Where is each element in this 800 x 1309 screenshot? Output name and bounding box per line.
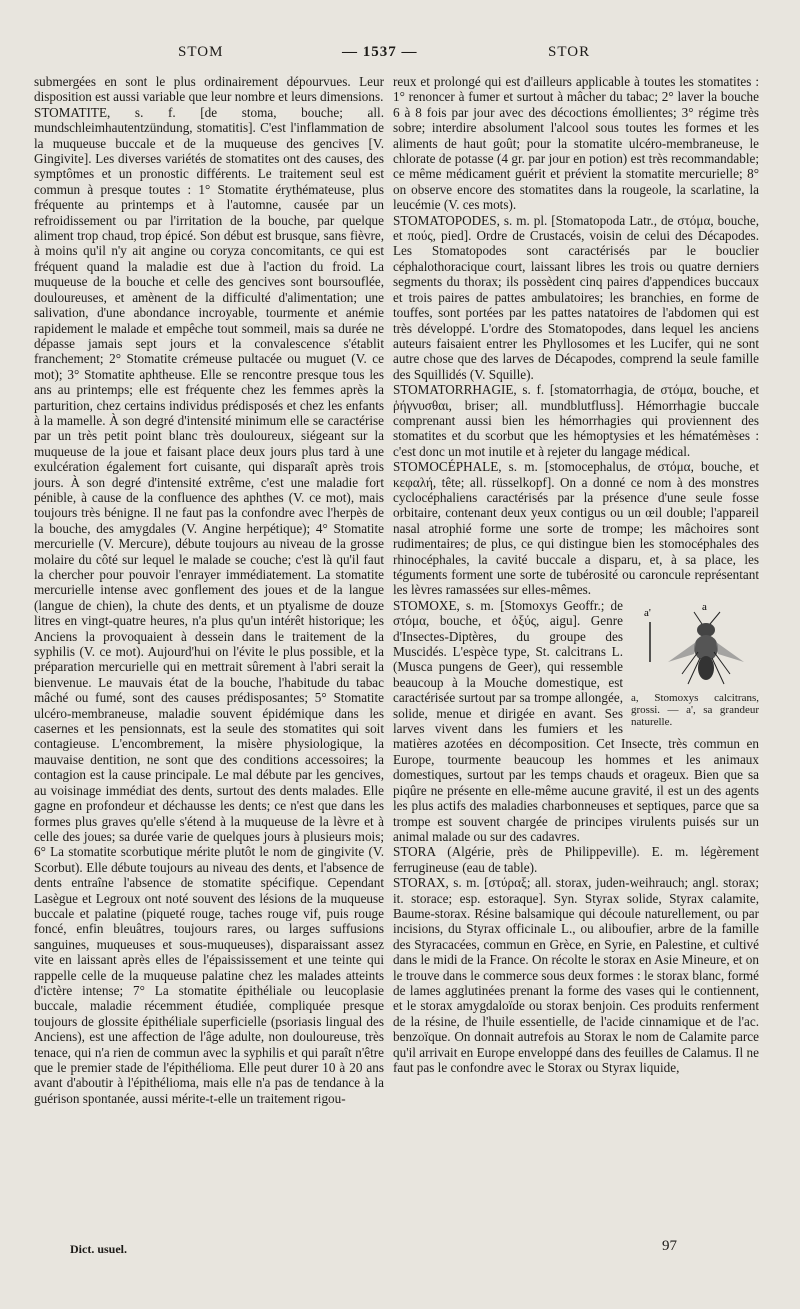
running-head-left: STOM — [178, 44, 224, 60]
stomoxys-figure — [631, 602, 759, 728]
running-head-right: STOR — [548, 44, 591, 60]
label-a-prime: a' — [644, 606, 651, 619]
entry-stomatopodes: STOMATOPODES, s. m. pl. [Stomatopoda Latr., de στόμα, bouche, et πούς, pied]. Ordre de Crustacés, voisin de celui des Décapodes. Les Stomatopodes sont caractérisés par le bouclier céphalothoracique court, laissant libres les trois ou quatre derniers segments du thorax; ils possèdent cinq paires d'appendices buccaux et trois paires de pattes ambulatoires; les branchies, en forme de touffes, sont portées par les pattes natatoires de l'abdomen qui est très développé. L'ordre des Stomatopodes, dans lequel les anciens auteurs faisaient entrer les Phyllosomes et les Lucifer, qui ne sont autre chose que des larves de Décapodes, comprend la seule famille des Squillidés (V. Squille). — [393, 212, 759, 382]
right-column — [393, 74, 759, 1075]
paragraph-continuation: submergées en sont le plus ordinairement dépourvues. Leur disposition est aussi variable que leur nombre et leurs dimensions. — [34, 74, 384, 105]
footer-title: Dict. usuel. — [70, 1242, 127, 1256]
page-number: — 1537 — — [342, 44, 418, 60]
entry-stomatorrhagie: STOMATORRHAGIE, s. f. [stomatorrhagia, de στόμα, bouche, et ῥήγνυσθαι, briser; all. mundblutfluss]. Hémorrhagie buccale comprenant aussi bien les hémorrhagies qui proviennent des stomatites et du scorbut que les hémoptysies et les hématémèses : c'est donc un mot inutile et à rejeter du langage médical. — [393, 382, 759, 459]
entry-stomocephale: STOMOCÉPHALE, s. m. [stomocephalus, de στόμα, bouche, et κεφαλή, tête; all. rüsselkopf]. On a donné ce nom à des monstres cyclocéphaliens caractérisés par la présence d'une seule fosse orbitaire, contenant deux yeux contigus ou un œil double; l'appareil nasal atrophié forme une sorte de trompe; les mâchoires sont rudimentaires; de plus, ce qui distingue bien les stomocéphales des rhinocéphales, la cavité buccale a disparu, et, à sa place, les téguments forment une sorte de tubérosité ou caroncule représentant les lèvres ramassées sur elles-mêmes. — [393, 459, 759, 598]
entry-stomoxe: STOMOXE, s. m. [Stomoxys Geoffr.; de στόμα, bouche, et ὀξύς, aigu]. Genre d'Insectes-Diptères, du groupe des Muscidés. L'espèce type, St. calcitrans L. (Musca pungens de Geer), qui ressemble beaucoup à la Mouche domestique, est caractérisée surtout par sa trompe allongée, solide, menue et dirigée en avant. Ses larves vivent dans les fumiers et les matières azotées en décomposition. Cet Insecte, très commun en Europe, tourmente beaucoup les hommes et les animaux domestiques, surtout par les temps chauds et orageux. Bien que sa piqûre ne présente en elle-même aucune gravité, il est un des agents les plus actifs des maladies charbonneuses et septiques, parce que sa trompe est souvent chargée de principes virulents puisés sur un animal malade ou sur des cadavres. — [393, 597, 759, 844]
entry-storax: STORAX, s. m. [στύραξ; all. storax, juden-weihrauch; angl. storax; it. storace; esp. estoraque]. Syn. Styrax solide, Styrax calamite, Baume-storax. Résine balsamique qui découle naturellement, ou par incisions, du Styrax officinale L., ou aliboufier, arbre de la famille des Styracacées, commun en Grèce, en Syrie, en Palestine, et cultivé dans le midi de la France. On récolte le storax en Asie Mineure, et on le trouve dans le commerce sous deux formes : le storax blanc, formé de lames agglutinées prenant la forme des vases qui le contiennent, et le storax amygdaloïde ou storax benjoin. Ces produits renferment de la résine, de l'huile essentielle, de l'acide cinnamique et de l'ac. benzoïque. On donnait autrefois au Storax le nom de Calamite parce qu'il arrivait en Europe enveloppé dans des feuilles de Calamus. Il ne faut pas le confondre avec le Storax ou Styrax liquide, — [393, 875, 759, 1075]
left-column — [34, 74, 384, 1106]
entry-stomatite: STOMATITE, s. f. [de stoma, bouche; all. mundschleimhautentzündung, stomatitis]. C'est l'inflammation de la muqueuse buccale et de la muqueuse des gencives [V. Gingivite]. Les diverses variétés de stomatites ont des causes, des symptômes et un pronostic différents. Le traitement seul est commun à presque toutes : 1° Stomatite érythémateuse, plus fréquente au printemps et à l'automne, causée par un refroidissement ou par l'irritation de la bouche, par quelque aliment trop chaud, trop épicé. Son début est brusque, sans fièvre, à moins qu'il n'y ait angine ou coryza concomitants, ce qui est fréquent quand la maladie est due à l'action du froid. La muqueuse de la bouche et celle des gencives sont boursouflée, douloureuses, et amènent de la difficulté d'alimentation; une salivation, d'une abondance incroyable, tourmente et anémie rapidement le malade et empêche tout sommeil, mais sa durée ne dépasse jamais sept jours et la convalescence s'établit franchement; 2° Stomatite crémeuse pultacée ou muguet (V. ce mot); 3° Stomatite aphtheuse. Elle se rencontre presque tous les ans au printemps; elle est fréquente chez les femmes après la parturition, chez certains individus prédisposés et chez les enfants à la mamelle. À son degré d'intensité minimum elle se caractérise par un très petit point blanc très douloureux, siégeant sur la muqueuse de la joue et faisant place deux jours plus tard à une exulcération également fort cuisante, qui disparaît après trois jours. À son degré d'intensité extrême, c'est une maladie fort pénible, à cause de la confluence des aphthes (V. ce mot), mais toujours très bénigne. Il ne faut pas la confondre avec l'herpès de la bouche, des amygdales (V. Angine herpétique); 4° Stomatite mercurielle (V. Mercure), débute toujours au niveau de la grosse molaire du côté sur lequel le malade se couche; c'est là qu'il faut la chercher pour pouvoir l'enrayer immédiatement. La stomatite mercurielle intense avec gonflement des joues et de la langue (langue de chien), la chute des dents, et un ptyalisme de douze litres en vingt-quatre heures, n'a plus qu'un intérêt historique; les Anciens la provoquaient à dessein dans le traitement de la syphilis (V. ce mot). Aujourd'hui on l'évite le plus possible, et la préparation mercurielle qui en mettrait sûrement à l'abri serait la bienvenue. Le mauvais état de la bouche, l'habitude du tabac mâché ou fumé, sont des causes prédisposantes; 5° Stomatite ulcéro-membraneuse, maladie souvent épidémique dans les casernes et les pensionnats, est la seule des stomatites qui soit contagieuse. L'encombrement, la misère physiologique, la mauvaise dentition, ne sont que des conditions accessoires; la contagion est la cause principale. Le mal débute par les gencives, au voisinage immédiat des dents, surtout des dents malades. Elle gagne en profondeur et déchausse les dents; ce n'est que dans les formes plus graves qu'elle s'étend à la muqueuse de la lèvre et à celle des joues; sa durée varie de quelques jours à plusieurs mois; 6° La stomatite scorbutique mérite plutôt le nom de gingivite (V. Scorbut). Elle débute toujours au niveau des dents, et l'absence de dents entraîne l'absence de stomatite spécifique. Cependant Lasègue et Legroux ont noté souvent des lésions de la muqueuse buccale et palatine (piqueté rouge, taches rouge vif, puis rouge foncé, enfin bleuâtres, toujours rares, ou larges suffusions sanguines, muqueuses et sous-muqueuses), disparaissant assez vite en laissant après elles de l'épaississement et une teinte qui rappelle celle de la muqueuse palatine chez les malades atteints d'ictère intense; 7° La stomatite épithéliale ou leucoplasie buccale, maladie récemment étudiée, compliquée presque toujours de glossite épithéliale superficielle (psoriasis lingual des Anciens), est une affection de l'âge adulte, non douloureuse, très tenace, qui n'a rien de commun avec la syphilis et qui paraît n'être que le premier stade de l'épithélioma. Elle peut durer 10 à 20 ans avant d'aboutir à l'épithélioma, mais elle n'a pas de tendance à la guérison spontanée, aussi mérite-t-elle un traitement rigou- — [34, 104, 384, 1106]
entry-stora: STORA (Algérie, près de Philippeville). E. m. légèrement ferrugineuse (eau de table). — [393, 844, 759, 875]
label-a: a — [702, 601, 707, 613]
footer-signature: 97 — [662, 1238, 677, 1254]
fly-illustration-icon — [640, 602, 750, 692]
paragraph-continuation-right: reux et prolongé qui est d'ailleurs applicable à toutes les stomatites : 1° renoncer à fumer et surtout à mâcher du tabac; 2° laver la bouche 6 à 8 fois par jour avec des décoctions émollientes; 3° régime très sobre; interdire absolument l'alcool sous toutes les formes et les aliments de haut goût; pour la stomatite ulcéro-membraneuse, le chlorate de potasse (4 gr. par jour en potion) est très recommandable; ce même médicament guérit et prévient la stomatite mercurielle; 8° on observe encore des stomatites dans la rougeole, la scarlatine, la leucémie (V. ces mots). — [393, 74, 759, 213]
figure-caption: a, Stomoxys calcitrans, grossi. — a', sa grandeur naturelle. — [631, 691, 759, 728]
